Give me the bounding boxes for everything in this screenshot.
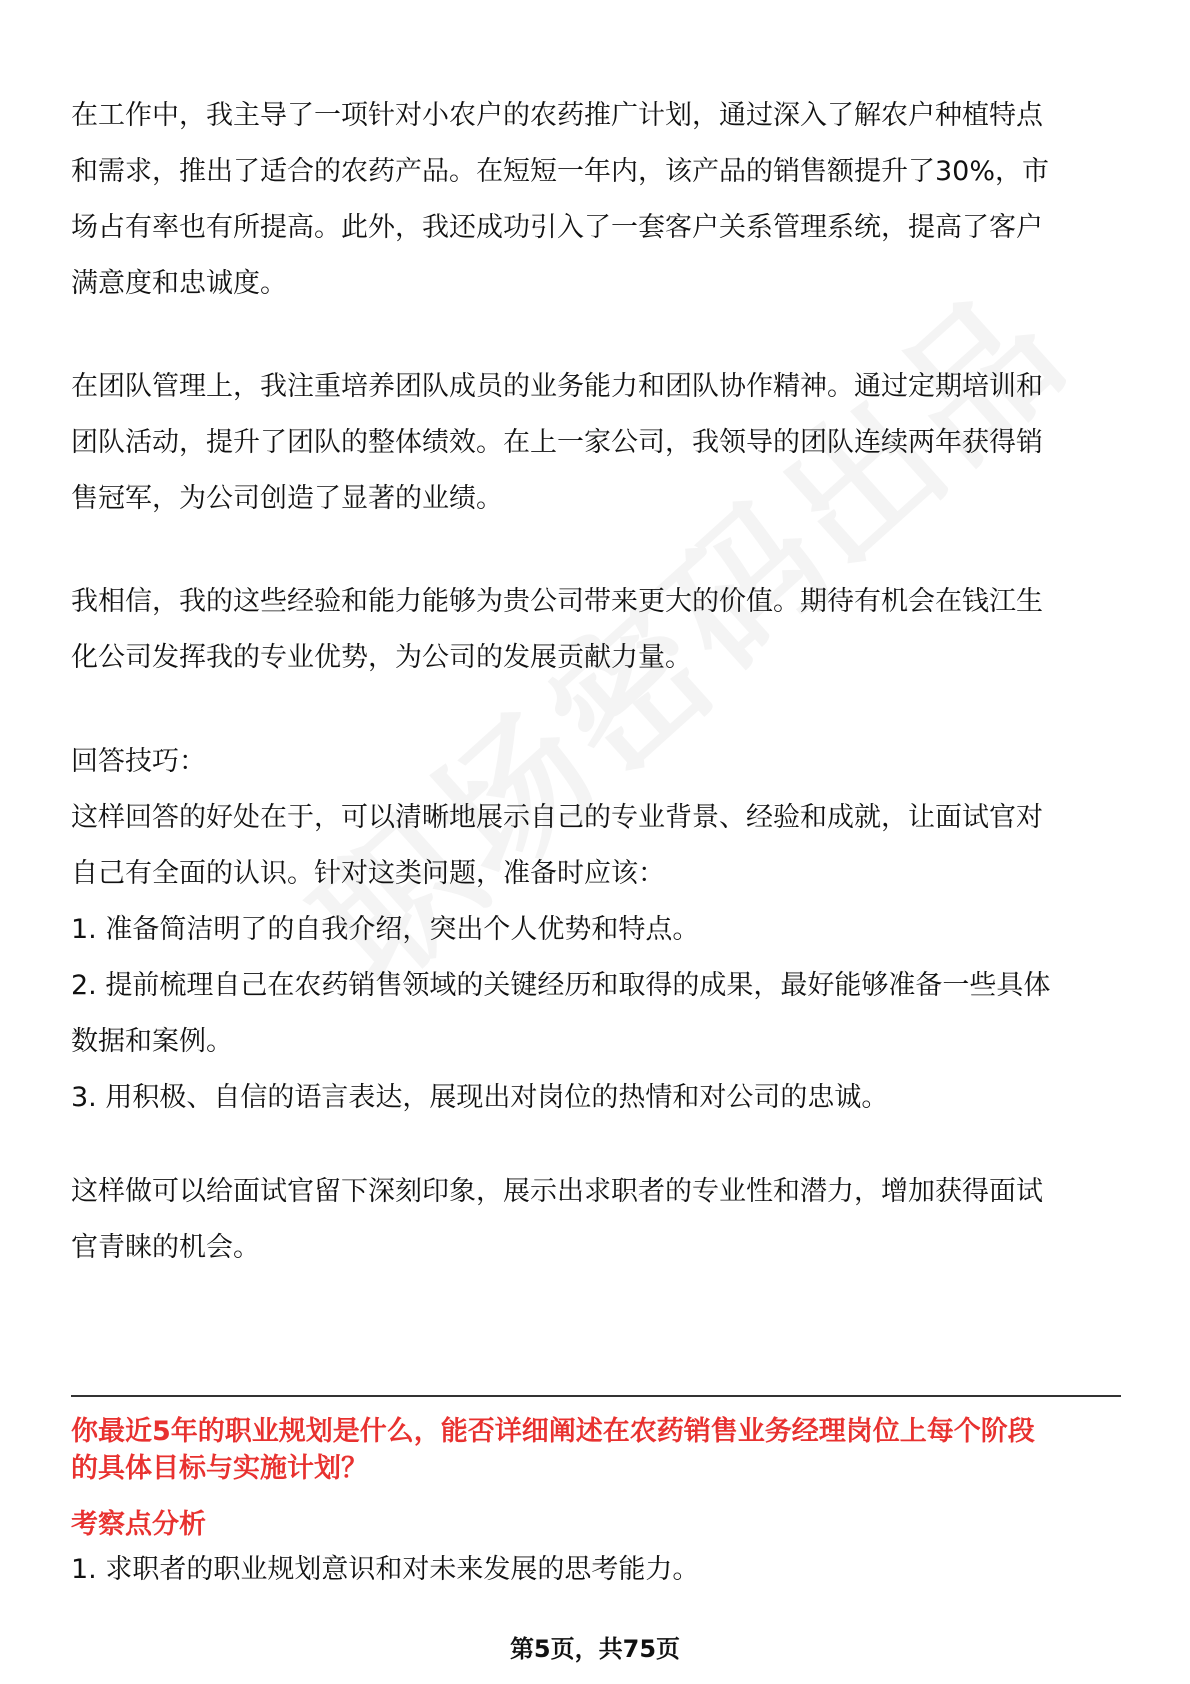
analysis-list [71, 1542, 1121, 1598]
list-item: 2. 提前梳理自己在农药销售领域的关键经历和取得的成果，最好能够准备一些具体 [71, 970, 1051, 1001]
text-line: 化公司发挥我的专业优势，为公司的发展贡献力量。 [71, 642, 692, 673]
text-line: 官青睐的机会。 [71, 1232, 260, 1263]
analysis-heading: 考察点分析 [71, 1509, 206, 1540]
text-line: 我相信，我的这些经验和能力能够为贵公司带来更大的价值。期待有机会在钱江生 [71, 586, 1043, 617]
question-line: 的具体目标与实施计划？ [71, 1453, 368, 1484]
text-line: 场占有率也有所提高。此外，我还成功引入了一套客户关系管理系统，提高了客户 [71, 212, 1043, 243]
section-divider [71, 1395, 1121, 1397]
text-line: 在团队管理上，我注重培养团队成员的业务能力和团队协作精神。通过定期培训和 [71, 371, 1043, 402]
paragraph-achievements [71, 88, 1121, 312]
text-line: 满意度和忠诚度。 [71, 268, 287, 299]
answer-tips [71, 734, 1121, 1126]
text-line: 自己有全面的认识。针对这类问题，准备时应该： [71, 858, 665, 889]
text-line: 团队活动，提升了团队的整体绩效。在上一家公司，我领导的团队连续两年获得销 [71, 427, 1043, 458]
list-item: 1. 准备简洁明了的自我介绍，突出个人优势和特点。 [71, 914, 700, 945]
page-number: 第5页，共75页 [509, 1635, 681, 1663]
text-line: 在工作中，我主导了一项针对小农户的农药推广计划，通过深入了解农户种植特点 [71, 100, 1043, 131]
paragraph-conclusion [71, 574, 1121, 686]
list-item: 1. 求职者的职业规划意识和对未来发展的思考能力。 [71, 1554, 700, 1585]
interview-question [71, 1413, 1121, 1487]
paragraph-team-management [71, 359, 1121, 527]
text-line: 这样做可以给面试官留下深刻印象，展示出求职者的专业性和潜力，增加获得面试 [71, 1176, 1043, 1207]
text-line: 和需求，推出了适合的农药产品。在短短一年内，该产品的销售额提升了30%，市 [71, 156, 1050, 187]
text-line: 售冠军，为公司创造了显著的业绩。 [71, 483, 503, 514]
text-line: 这样回答的好处在于，可以清晰地展示自己的专业背景、经验和成就，让面试官对 [71, 802, 1043, 833]
question-line: 你最近5年的职业规划是什么，能否详细阐述在农药销售业务经理岗位上每个阶段 [71, 1416, 1035, 1447]
list-item-continuation: 数据和案例。 [71, 1026, 233, 1057]
tips-heading: 回答技巧： [71, 746, 206, 777]
paragraph-summary [71, 1164, 1121, 1276]
list-item: 3. 用积极、自信的语言表达，展现出对岗位的热情和对公司的忠诚。 [71, 1082, 889, 1113]
